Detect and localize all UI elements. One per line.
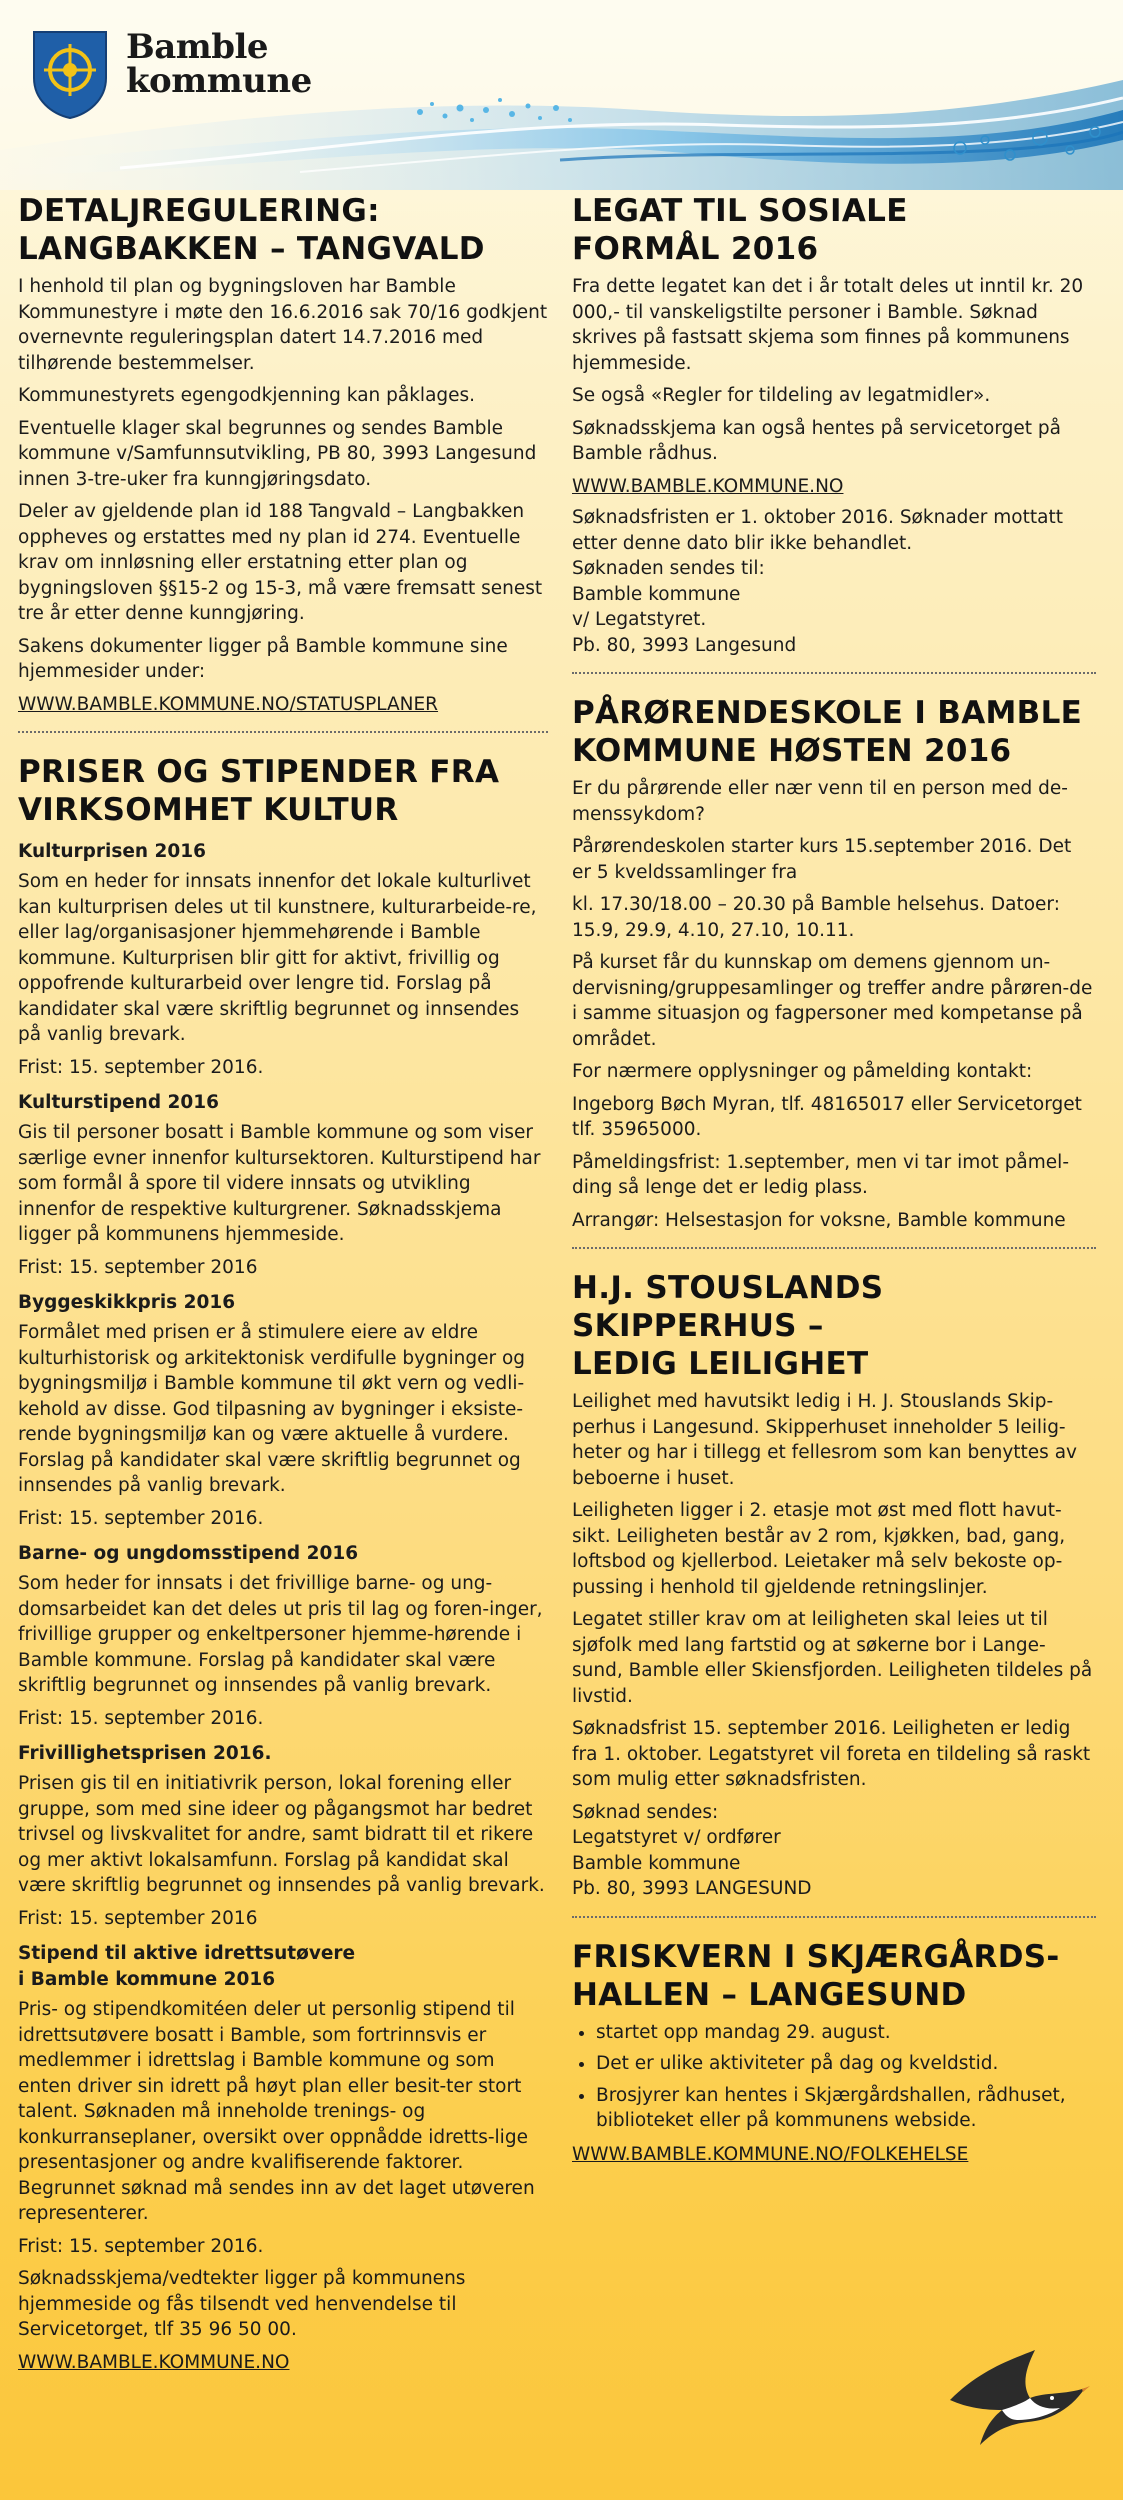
- subheading-frivillighetsprisen: Frivillighetsprisen 2016.: [18, 1743, 272, 1764]
- statusplaner-link[interactable]: WWW.BAMBLE.KOMMUNE.NO/STATUSPLANER: [18, 693, 439, 715]
- deadline: Frist: 15. september 2016: [18, 1256, 258, 1278]
- paragraph: Legatet stiller krav om at leiligheten skal leies ut til sjøfolk med lang fartstid og at søkerne bor i Lange-sund, Bamble eller Skiensfjorden. Leiligheten tildeles på livstid.: [572, 1609, 1093, 1707]
- article-friskvern: [572, 1938, 1096, 2168]
- list-item: • Brosjyrer kan hentes i Skjærgårdshallen, rådhuset, biblioteket eller på kommunens webside.: [596, 2083, 1096, 2134]
- title-line-1: PÅRØRENDESKOLE I BAMBLE: [572, 695, 1083, 731]
- deadline: Frist: 15. september 2016: [18, 1907, 258, 1929]
- title-line-2: LEDIG LEILIGHET: [572, 1346, 869, 1382]
- address-line: Søknaden sendes til:: [572, 558, 765, 579]
- article-title: [572, 694, 1096, 770]
- divider: [572, 672, 1096, 674]
- title-line-2: KOMMUNE HØSTEN 2016: [572, 733, 1012, 769]
- paragraph: Ingeborg Bøch Myran, tlf. 48165017 eller Servicetorget tlf. 35965000.: [572, 1093, 1082, 1140]
- paragraph: Som en heder for innsats innenfor det lokale kulturlivet kan kulturprisen deles ut til kunstnere, kulturarbeide-re, eller lag/organisasjoner hjemmehørende i Bamble kommune. Kulturprisen blir gitt for aktivt, frivillig og oppofrende kulturarbeid over lengre tid. Forslag på kandidater skal være skriftlig begrunnet og innsendes på vanlig brevark.: [18, 871, 537, 1045]
- paragraph: Er du pårørende eller nær venn til en person med de-menssykdom?: [572, 778, 1068, 825]
- paragraph: Søknadsfristen er 1. oktober 2016. Søknader mottatt etter denne dato blir ikke behandlet.: [572, 507, 1063, 554]
- paragraph: Fra dette legatet kan det i år totalt deles ut inntil kr. 20 000,- til vanskeligstilte personer i Bamble. Søknad skrives på fastsatt skjema som finnes på kommunens hjemmeside.: [572, 276, 1084, 374]
- page-header: [0, 0, 1123, 190]
- deadline: Frist: 15. september 2016.: [18, 1056, 264, 1078]
- address-line: Pb. 80, 3993 LANGESUND: [572, 1878, 812, 1899]
- article-title: [18, 753, 548, 829]
- article-legat: [572, 192, 1096, 658]
- title-line-2: HALLEN – LANGESUND: [572, 1976, 967, 2013]
- address-block: [572, 556, 1096, 658]
- paragraph: Prisen gis til en initiativrik person, lokal forening eller gruppe, som med sine ideer og pågangsmot har bedret trivsel og livskvalitet for andre, samt bidratt til et rikere og mer aktivt lokalsamfunn. Forslag på kandidat skal være skriftlig begrunnet og innsendes på vanlig brevark.: [18, 1773, 545, 1896]
- title-line-1: PRISER OG STIPENDER FRA: [18, 754, 500, 790]
- paragraph: Søknadsfrist 15. september 2016. Leiligheten er ledig fra 1. oktober. Legatstyret vil foreta en tildeling så raskt som mulig etter søknadsfristen.: [572, 1718, 1091, 1790]
- address-line: v/ Legatstyret.: [572, 609, 707, 630]
- address-line: Søknad sendes:: [572, 1801, 719, 1823]
- paragraph: Leiligheten ligger i 2. etasje mot øst med flott havut-sikt. Leiligheten består av 2 rom, kjøkken, bad, gang, loftsbod og kjellerbod. Leietaker må selv bekoste op-pussing i henhold til gjeldende retningslinjer.: [572, 1500, 1066, 1598]
- paragraph: Sakens dokumenter ligger på Bamble kommune sine hjemmesider under:: [18, 635, 508, 682]
- article-priser-og-stipender: [18, 753, 548, 2375]
- article-detaljregulering: [18, 192, 548, 717]
- bullet-list: [572, 2020, 1096, 2134]
- deadline: Frist: 15. september 2016.: [18, 1507, 264, 1529]
- right-column: [572, 192, 1096, 2173]
- subheading-line-2: i Bamble kommune 2016: [18, 1969, 276, 1990]
- paragraph: Pris- og stipendkomitéen deler ut personlig stipend til idrettsutøvere bosatt i Bamble, som fortrinnsvis er medlemmer i idrettslag i Bamble kommune og som enten driver sin idrett på høyt plan eller besit-ter stort talent. Søknaden må inneholde trenings- og konkurranseplaner, oversikt over oppnådde idretts-lige presentasjoner og andre kvalifiserende faktorer. Begrunnet søknad må sendes inn av det laget utøveren representerer.: [18, 1999, 535, 2224]
- divider: [572, 1916, 1096, 1918]
- paragraph: Søknadsskjema kan også hentes på servicetorget på Bamble rådhus.: [572, 417, 1061, 464]
- title-line-1: FRISKVERN I SKJÆRGÅRDS-: [572, 1938, 1060, 1975]
- seabird-icon: [940, 2340, 1090, 2450]
- left-column: [18, 192, 548, 2381]
- list-item: • Det er ulike aktiviteter på dag og kveldstid.: [596, 2051, 1096, 2077]
- address-line: Legatstyret v/ ordfører: [572, 1827, 781, 1848]
- title-line-1: LEGAT TIL SOSIALE: [572, 193, 908, 229]
- address-line: Bamble kommune: [572, 1852, 741, 1874]
- title-line-1: H.J. STOUSLANDS SKIPPERHUS –: [572, 1270, 884, 1344]
- paragraph: For nærmere opplysninger og påmelding kontakt:: [572, 1061, 1033, 1082]
- folkehelse-link[interactable]: WWW.BAMBLE.KOMMUNE.NO/FOLKEHELSE: [572, 2143, 969, 2165]
- address-line: Bamble kommune: [572, 583, 741, 605]
- paragraph: I henhold til plan og bygningsloven har Bamble Kommunestyre i møte den 16.6.2016 sak 70/16 godkjent overnevnte reguleringsplan datert 14.7.2016 med tilhørende bestemmelser.: [18, 276, 548, 374]
- kommune-website-link[interactable]: WWW.BAMBLE.KOMMUNE.NO: [18, 2351, 290, 2373]
- paragraph: Kommunestyrets egengodkjenning kan påklages.: [18, 385, 476, 406]
- article-parorendeskole: [572, 694, 1096, 1233]
- paragraph: Arrangør: Helsestasjon for voksne, Bamble kommune: [572, 1209, 1066, 1231]
- article-title: [572, 1269, 1096, 1383]
- paragraph: Påmeldingsfrist: 1.september, men vi tar imot påmel-ding så lenge det er ledig plass.: [572, 1151, 1069, 1198]
- title-line-2: FORMÅL 2016: [572, 231, 819, 267]
- subheading-byggeskikkpris: Byggeskikkpris 2016: [18, 1292, 236, 1313]
- title-line-2: VIRKSOMHET KULTUR: [18, 792, 399, 828]
- address-line: Pb. 80, 3993 Langesund: [572, 634, 797, 656]
- paragraph: Gis til personer bosatt i Bamble kommune og som viser særlige evner innenfor kultursektoren. Kulturstipend har som formål å spore til videre innsats og utvikling innenfor de respektive kulturgrener. Søknadsskjema ligger på kommunens hjemmeside.: [18, 1122, 541, 1245]
- paragraph: Pårørendeskolen starter kurs 15.september 2016. Det er 5 kveldssamlinger fra: [572, 836, 1072, 883]
- list-item: • startet opp mandag 29. august.: [596, 2020, 1096, 2046]
- paragraph: Eventuelle klager skal begrunnes og sendes Bamble kommune v/Samfunnsutvikling, PB 80, 3993 Langesund innen 3-tre-uker fra kunngjøringsdato.: [18, 417, 537, 490]
- article-title: [18, 192, 548, 268]
- paragraph: Deler av gjeldende plan id 188 Tangvald – Langbakken oppheves og erstattes med ny plan id 274. Eventuelle krav om innløsning eller erstatning etter plan og bygningsloven §§15-2 og 15-3, må være fremsatt senest tre år etter denne kunngjøring.: [18, 501, 543, 624]
- article-title: [572, 1938, 1096, 2014]
- address-block: [572, 1800, 1096, 1902]
- deadline: Frist: 15. september 2016.: [18, 1707, 264, 1729]
- divider: [18, 731, 548, 733]
- paragraph: Formålet med prisen er å stimulere eiere av eldre kulturhistorisk og arkitektonisk verdifulle bygninger og bygningsmiljø i Bamble kommune til økt vern og vedli-kehold av disse. God tilpasning av bygninger i eksiste-rende bygningsmiljø kan og være aktuelle å vurdere. Forslag på kandidater skal være skriftlig begrunnet og innsendes på vanlig brevark.: [18, 1322, 526, 1496]
- brand-line-2: kommune: [126, 61, 312, 101]
- subheading-line-1: Stipend til aktive idrettsutøvere: [18, 1943, 356, 1964]
- subheading-barne-og-ungdomsstipend: Barne- og ungdomsstipend 2016: [18, 1543, 359, 1564]
- paragraph: kl. 17.30/18.00 – 20.30 på Bamble helsehus. Datoer: 15.9, 29.9, 4.10, 27.10, 10.11.: [572, 894, 1060, 941]
- bamble-coat-of-arms-logo: [30, 28, 110, 120]
- subheading-kulturprisen: Kulturprisen 2016: [18, 841, 207, 862]
- article-skipperhus: [572, 1269, 1096, 1902]
- paragraph: På kurset får du kunnskap om demens gjennom un-dervisning/gruppesamlinger og treffer andre pårøren-de i samme situasjon og fagpersoner med kompetanse på området.: [572, 952, 1093, 1050]
- divider: [572, 1247, 1096, 1249]
- subheading-kulturstipend: Kulturstipend 2016: [18, 1092, 219, 1113]
- paragraph: Leilighet med havutsikt ledig i H. J. Stouslands Skip-perhus i Langesund. Skipperhuset inneholder 5 leilig-heter og har i tillegg et fellesrom som kan benyttes av beboerne i huset.: [572, 1391, 1077, 1489]
- title-line-1: DETALJREGULERING:: [18, 193, 380, 229]
- article-title: [572, 192, 1096, 268]
- brand-line-1: Bamble: [126, 27, 269, 67]
- paragraph: Som heder for innsats i det frivillige barne- og ung-domsarbeidet kan det deles ut pris til lag og foren-inger, frivillige grupper og enkeltpersoner hjemme-hørende i Bamble kommune. Forslag på kandidater skal være skriftlig begrunnet og innsendes på vanlig brevark.: [18, 1573, 543, 1696]
- deadline: Frist: 15. september 2016.: [18, 2235, 264, 2257]
- paragraph: Se også «Regler for tildeling av legatmidler».: [572, 385, 991, 406]
- title-line-2: LANGBAKKEN – TANGVALD: [18, 231, 485, 267]
- subheading-idrettsstipend: [18, 1941, 548, 1993]
- kommune-website-link[interactable]: WWW.BAMBLE.KOMMUNE.NO: [572, 475, 844, 497]
- paragraph: Søknadsskjema/vedtekter ligger på kommunens hjemmeside og fås tilsendt ved henvendelse til Servicetorget, tlf 35 96 50 00.: [18, 2268, 466, 2340]
- brand-name: [126, 27, 312, 101]
